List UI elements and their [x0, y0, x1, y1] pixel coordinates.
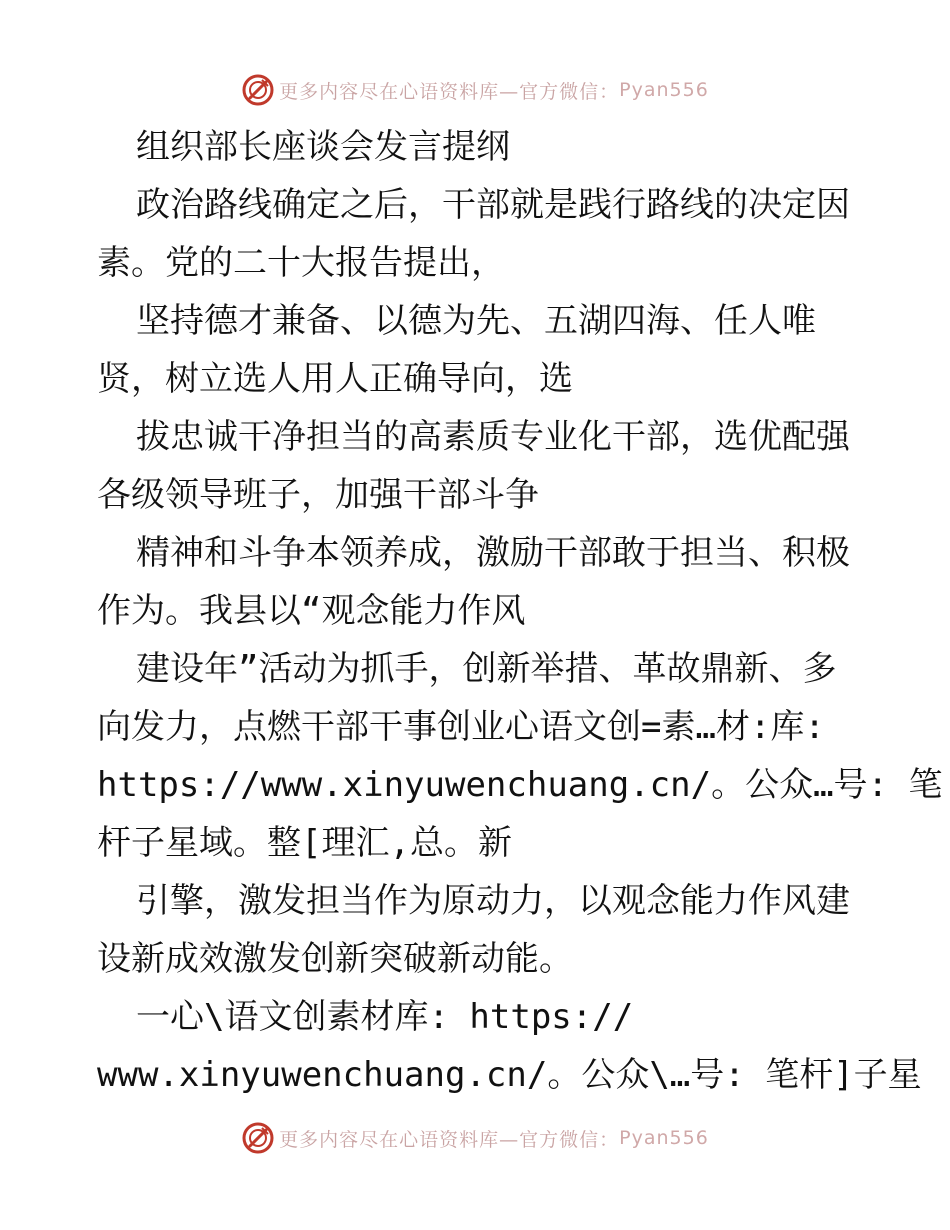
text-line: 政治路线确定之后，干部就是践行路线的决定因 [136, 185, 850, 225]
text-line: 向发力，点燃干部干事创业心语文创=素…材:库: [97, 707, 825, 747]
text-line: 一心\语文创素材库: https:// [136, 997, 634, 1037]
text-line: www.xinyuwenchuang.cn/。公众\…号: 笔杆]子星 [97, 1055, 922, 1095]
text-line: 组织部长座谈会发言提纲 [136, 127, 510, 167]
text-line: https://www.xinyuwenchuang.cn/。公众…号: 笔 [97, 765, 943, 805]
text-line: 素。党的二十大报告提出， [97, 243, 505, 283]
text-line: 作为。我县以“观念能力作风 [97, 591, 526, 631]
text-line: 精神和斗争本领养成，激励干部敢于担当、积极 [136, 533, 850, 573]
watermark-text: 更多内容尽在心语资料库—官方微信： [279, 80, 620, 103]
text-line: 引擎，激发担当作为原动力，以观念能力作风建 [136, 881, 850, 921]
text-line: 拔忠诚干净担当的高素质专业化干部，选优配强 [136, 417, 850, 457]
watermark-wechat-id: Pyan556 [619, 1127, 709, 1149]
text-line: 贤，树立选人用人正确导向，选 [97, 359, 573, 399]
document-body [97, 118, 943, 1104]
text-line: 建设年”活动为抓手，创新举措、革故鼎新、多 [136, 649, 837, 689]
text-line: 各级领导班子，加强干部斗争 [97, 475, 539, 515]
logo-icon [241, 1121, 275, 1155]
logo-icon [241, 73, 275, 107]
footer-watermark [0, 1118, 950, 1158]
text-line: 杆子星域。整[理汇,总。新 [97, 823, 512, 863]
text-line: 坚持德才兼备、以德为先、五湖四海、任人唯 [136, 301, 816, 341]
watermark-text: 更多内容尽在心语资料库—官方微信： [279, 1128, 620, 1151]
watermark-wechat-id: Pyan556 [619, 79, 709, 101]
header-watermark [0, 70, 950, 110]
text-line: 设新成效激发创新突破新动能。 [97, 939, 573, 979]
